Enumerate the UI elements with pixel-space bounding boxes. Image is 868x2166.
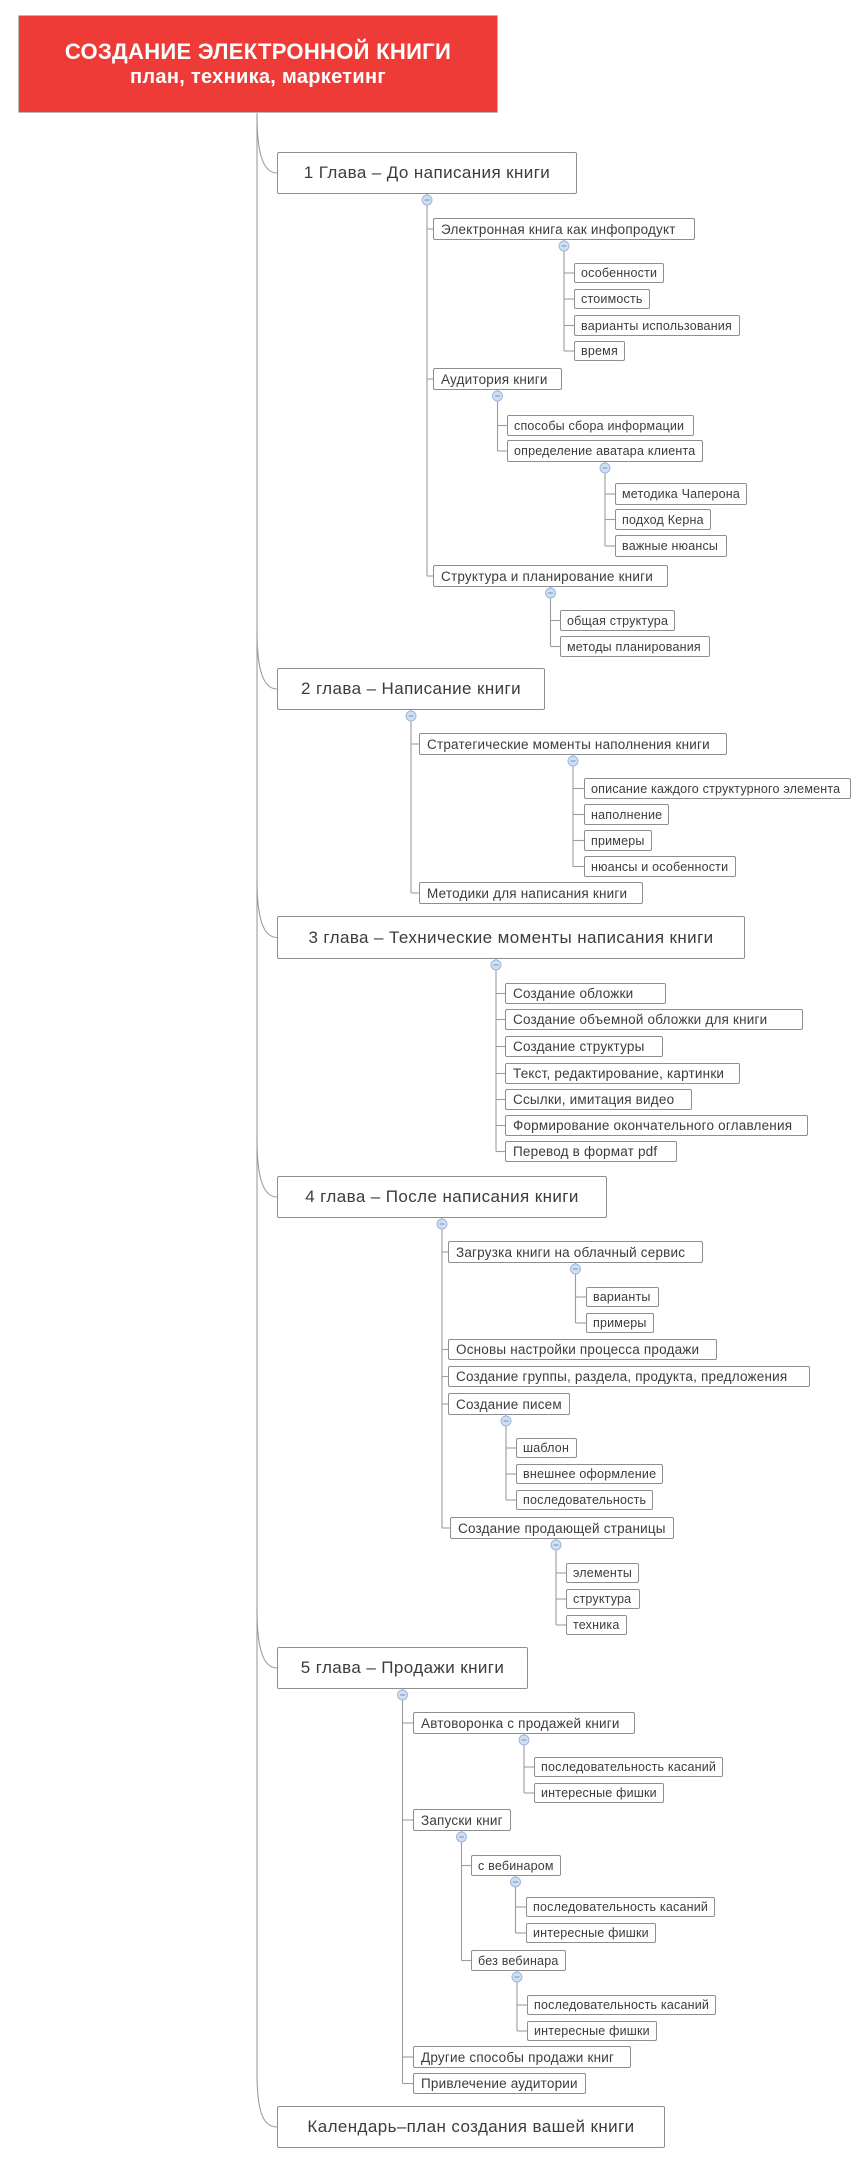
mindmap-node-chapter[interactable] [277, 668, 545, 710]
node-label: Другие способы продажи книг [421, 2049, 615, 2065]
connector-line [257, 880, 277, 938]
mindmap-node-sub[interactable] [560, 636, 710, 657]
node-label: Запуски книг [421, 1812, 503, 1828]
mindmap-node-topic[interactable] [433, 368, 562, 390]
mindmap-node-topic[interactable] [448, 1393, 570, 1415]
node-label: Создание объемной обложки для книги [513, 1012, 768, 1027]
connector-line [257, 113, 277, 2127]
mindmap-node-sub[interactable] [574, 289, 650, 309]
node-label: Создание группы, раздела, продукта, предложения [456, 1369, 788, 1384]
mindmap-node-sub[interactable] [615, 509, 711, 530]
node-label: способы сбора информации [514, 418, 685, 433]
mindmap-node-topic[interactable] [505, 1063, 740, 1084]
mindmap-node-topic[interactable] [505, 983, 666, 1004]
mindmap-node-chapter[interactable] [277, 2106, 665, 2148]
node-label: Привлечение аудитории [421, 2076, 578, 2091]
mindmap-node-sub[interactable] [584, 856, 736, 877]
mindmap-node-sub[interactable] [574, 341, 625, 361]
mindmap-node-sub[interactable] [566, 1563, 639, 1583]
mindmap-node-sub[interactable] [586, 1287, 659, 1307]
node-label: последовательность касаний [533, 1900, 709, 1914]
node-label: Структура и планирование книги [441, 568, 653, 584]
node-label: стоимость [581, 292, 643, 306]
mindmap-node-sub[interactable] [566, 1589, 640, 1609]
node-label: Создание структуры [513, 1039, 645, 1054]
collapse-button[interactable] [551, 1540, 561, 1550]
mindmap-node-topic[interactable] [433, 218, 695, 240]
node-label: методика Чаперона [622, 487, 740, 501]
node-label: интересные фишки [533, 1926, 649, 1940]
mindmap-node-topic[interactable] [413, 2046, 631, 2068]
mindmap-node-sub[interactable] [615, 483, 747, 505]
collapse-button[interactable] [398, 1690, 408, 1700]
node-label: без вебинара [478, 1953, 559, 1968]
mindmap-node-sub[interactable] [574, 263, 664, 283]
mindmap-node-sub[interactable] [560, 610, 675, 631]
mindmap-node-topic[interactable] [448, 1366, 810, 1387]
mindmap-node-topic[interactable] [413, 1809, 511, 1831]
mindmap-node-sub[interactable] [516, 1464, 663, 1484]
node-label: варианты использования [581, 318, 732, 333]
collapse-button[interactable] [559, 241, 569, 251]
node-label: варианты [593, 1290, 651, 1304]
node-label: 5 глава – Продажи книги [300, 1658, 505, 1677]
mindmap-node-sub[interactable] [516, 1490, 653, 1510]
mindmap-node-sub[interactable] [534, 1757, 723, 1777]
node-label: 2 глава – Написание книги [300, 679, 522, 698]
node-label: описание каждого структурного элемента [591, 781, 841, 796]
root-subtitle: план, техника, маркетинг [130, 66, 386, 89]
mindmap-node-sub[interactable] [584, 804, 669, 825]
mindmap-node-sub[interactable] [615, 535, 727, 557]
collapse-button[interactable] [511, 1877, 521, 1887]
node-label: структура [573, 1592, 632, 1606]
node-label: техника [573, 1618, 620, 1632]
node-label: последовательность касаний [541, 1760, 717, 1774]
mindmap-node-sub[interactable] [507, 415, 694, 436]
root-node[interactable] [18, 15, 498, 113]
mindmap-node-topic[interactable] [448, 1241, 703, 1263]
collapse-button[interactable] [406, 711, 416, 721]
node-label: Текст, редактирование, картинки [513, 1066, 725, 1081]
collapse-button[interactable] [568, 756, 578, 766]
collapse-button[interactable] [501, 1416, 511, 1426]
mindmap-node-sub[interactable] [584, 830, 652, 851]
node-label: подход Керна [622, 512, 704, 527]
node-label: Аудитория книги [441, 371, 548, 387]
mindmap-node-sub[interactable] [471, 1855, 561, 1876]
mindmap-node-sub[interactable] [516, 1438, 577, 1458]
node-label: особенности [581, 266, 658, 280]
root-title: СОЗДАНИЕ ЭЛЕКТРОННОЙ КНИГИ [64, 38, 452, 64]
mindmap-node-sub[interactable] [534, 1783, 664, 1803]
node-label: с вебинаром [478, 1858, 554, 1873]
connector-line [257, 1610, 277, 1668]
node-label: примеры [593, 1316, 647, 1330]
node-label: 1 Глава – До написания книги [303, 163, 551, 182]
mindmap-node-topic[interactable] [505, 1009, 803, 1030]
node-label: общая структура [567, 613, 669, 628]
node-label: Электронная книга как инфопродукт [441, 221, 676, 237]
node-label: Перевод в формат pdf [513, 1144, 658, 1159]
node-label: внешнее оформление [523, 1467, 657, 1481]
mindmap-node-topic[interactable] [413, 2073, 586, 2094]
collapse-button[interactable] [437, 1219, 447, 1229]
mindmap-node-sub[interactable] [527, 2021, 657, 2041]
connector-line [257, 115, 277, 173]
mindmap-node-sub[interactable] [507, 440, 703, 462]
node-label: интересные фишки [541, 1786, 657, 1800]
mindmap-node-sub[interactable] [526, 1897, 715, 1917]
mindmap-node-sub[interactable] [584, 778, 851, 799]
node-label: время [581, 344, 618, 358]
node-label: 4 глава – После написания книги [305, 1187, 579, 1206]
mindmap-node-sub[interactable] [586, 1313, 654, 1333]
mindmap-node-chapter[interactable] [277, 916, 745, 959]
node-label: примеры [591, 833, 645, 848]
node-label: Формирование окончательного оглавления [513, 1118, 793, 1133]
mindmap-node-chapter[interactable] [277, 152, 577, 194]
mindmap-node-sub[interactable] [574, 315, 740, 336]
node-label: шаблон [523, 1441, 570, 1455]
mindmap-node-topic[interactable] [433, 565, 668, 587]
node-label: Загрузка книги на облачный сервис [456, 1244, 686, 1260]
node-label: Методики для написания книги [427, 885, 628, 901]
collapse-button[interactable] [457, 1832, 467, 1842]
node-label: важные нюансы [622, 539, 719, 553]
node-label: Календарь–план создания вашей книги [307, 2117, 635, 2136]
mindmap-node-topic[interactable] [413, 1712, 635, 1734]
collapse-button[interactable] [519, 1735, 529, 1745]
mindmap-node-sub[interactable] [566, 1615, 627, 1635]
node-label: последовательность [523, 1493, 647, 1507]
mindmap-node-chapter[interactable] [277, 1647, 528, 1689]
mindmap-node-sub[interactable] [471, 1950, 566, 1971]
mindmap-node-topic[interactable] [419, 733, 727, 755]
mindmap-node-chapter[interactable] [277, 1176, 607, 1218]
connector-line [257, 631, 277, 689]
node-label: Основы настройки процесса продажи [456, 1342, 700, 1357]
collapse-button[interactable] [546, 588, 556, 598]
node-label: Ссылки, имитация видео [513, 1092, 675, 1107]
collapse-button[interactable] [512, 1972, 522, 1982]
mindmap-node-sub[interactable] [526, 1923, 656, 1943]
node-label: нюансы и особенности [591, 859, 729, 874]
collapse-button[interactable] [571, 1264, 581, 1274]
node-label: наполнение [591, 807, 663, 822]
mindmap-node-topic[interactable] [450, 1517, 674, 1539]
collapse-button[interactable] [600, 463, 610, 473]
node-label: методы планирования [567, 639, 701, 654]
collapse-button[interactable] [422, 195, 432, 205]
connector-line [257, 1139, 277, 1197]
mindmap-node-sub[interactable] [527, 1995, 716, 2015]
mindmap-node-topic[interactable] [505, 1089, 692, 1110]
mindmap-node-topic[interactable] [505, 1036, 663, 1057]
node-label: последовательность касаний [534, 1998, 710, 2012]
node-label: Создание продающей страницы [458, 1520, 666, 1536]
mindmap-node-topic[interactable] [448, 1339, 717, 1360]
node-label: определение аватара клиента [514, 444, 696, 458]
node-label: Создание обложки [513, 986, 634, 1001]
node-label: Автоворонка с продажей книги [421, 1715, 620, 1731]
node-label: интересные фишки [534, 2024, 650, 2038]
mindmap-node-topic[interactable] [505, 1115, 808, 1136]
collapse-button[interactable] [491, 960, 501, 970]
mindmap-node-topic[interactable] [419, 882, 643, 904]
node-label: Стратегические моменты наполнения книги [427, 736, 710, 752]
node-label: элементы [573, 1566, 633, 1580]
node-label: Создание писем [456, 1396, 562, 1412]
mindmap-node-topic[interactable] [505, 1141, 677, 1162]
collapse-button[interactable] [493, 391, 503, 401]
node-label: 3 глава – Технические моменты написания книги [308, 927, 714, 947]
